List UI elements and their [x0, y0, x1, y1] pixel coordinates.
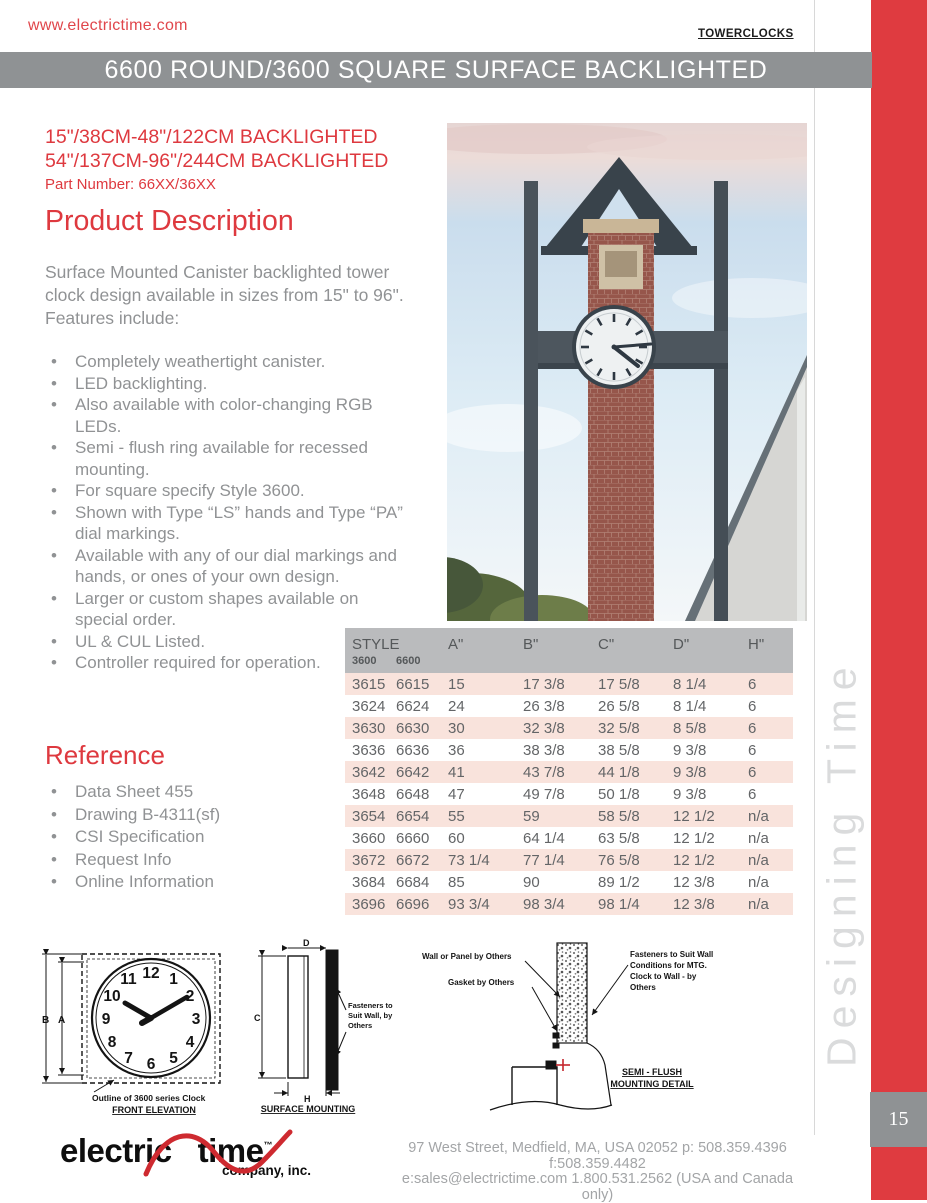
right-red-bar — [871, 0, 927, 1200]
svg-text:D: D — [303, 938, 310, 948]
table-row: 3648 6648 47 49 7/8 50 1/8 9 3/8 6 — [352, 785, 757, 803]
feature-item: • Also available with color-changing RGB LEDs. — [45, 394, 405, 437]
address-line-1: 97 West Street, Medfield, MA, USA 02052 p: 508.359.4396 f:508.359.4482 — [408, 1140, 787, 1172]
svg-text:1: 1 — [169, 971, 178, 988]
logo-subtitle: company, inc. — [221, 1163, 311, 1178]
reference-item[interactable]: • Online Information — [45, 871, 365, 894]
trademark-symbol: ™ — [263, 1140, 273, 1150]
reference-item[interactable]: • Drawing B-4311(sf) — [45, 804, 365, 827]
reference-list — [45, 781, 365, 894]
col-c: C" — [598, 628, 673, 673]
subcol-3600: 3600 — [345, 653, 396, 673]
table-row: 3684 6684 85 90 89 1/2 12 3/8 n/a — [352, 873, 769, 891]
svg-text:B: B — [42, 1015, 50, 1026]
towerclocks-link[interactable]: TOWERCLOCKS — [698, 28, 794, 40]
reference-item[interactable]: • CSI Specification — [45, 826, 365, 849]
feature-item: • Available with any of our dial markings and hands, or ones of your own design. — [45, 545, 405, 588]
table-row: 3696 6696 93 3/4 98 3/4 98 1/4 12 3/8 n/a — [345, 893, 793, 915]
feature-item: • Semi - flush ring available for recessed mounting. — [45, 437, 405, 480]
svg-text:12: 12 — [142, 965, 160, 982]
svg-text:MOUNTING DETAIL: MOUNTING DETAIL — [610, 1079, 694, 1089]
svg-text:10: 10 — [103, 988, 121, 1005]
svg-text:Fasteners to Suit Wall: Fasteners to Suit Wall — [630, 950, 714, 959]
feature-list — [45, 351, 405, 674]
footer-address — [385, 1141, 810, 1203]
svg-text:Suit Wall, by: Suit Wall, by — [348, 1011, 393, 1020]
size-line-2: 54"/137CM-96"/244CM BACKLIGHTED — [45, 149, 389, 172]
svg-text:8: 8 — [107, 1034, 117, 1051]
product-description-title: Product Description — [45, 205, 294, 237]
table-row: 3672 6672 73 1/4 77 1/4 76 5/8 12 1/2 n/a — [345, 849, 793, 871]
feature-item: • UL & CUL Listed. — [45, 631, 405, 653]
subcol-6600: 6600 — [396, 653, 448, 673]
svg-text:9: 9 — [101, 1011, 111, 1028]
svg-text:Clock to Wall - by: Clock to Wall - by — [630, 972, 697, 981]
size-line-1: 15"/38CM-48"/122CM BACKLIGHTED — [45, 126, 378, 148]
col-b: B" — [523, 628, 598, 673]
fasteners-detail-note — [630, 950, 713, 992]
svg-text:Others: Others — [630, 983, 656, 992]
table-row: 3630 6630 30 32 3/8 32 5/8 8 5/8 6 — [345, 717, 793, 739]
company-logo — [60, 1132, 325, 1194]
svg-text:7: 7 — [124, 1050, 133, 1067]
feature-item: • Completely weathertight canister. — [45, 351, 405, 373]
surface-mounting-caption: SURFACE MOUNTING — [260, 1104, 356, 1114]
table-row: 3654 6654 55 59 58 5/8 12 1/2 n/a — [345, 805, 793, 827]
address-line-2: e:sales@electrictime.com 1.800.531.2562 (USA and Canada only) — [401, 1171, 794, 1203]
svg-text:5: 5 — [169, 1050, 178, 1067]
col-d: D" — [673, 628, 748, 673]
svg-text:SEMI - FLUSH: SEMI - FLUSH — [622, 1067, 682, 1077]
logo-word-electric: electric — [60, 1132, 172, 1169]
page-title-banner: 6600 ROUND/3600 SQUARE SURFACE BACKLIGHTED — [0, 52, 872, 88]
dimension-table — [345, 628, 793, 915]
table-row: 3660 6660 60 64 1/4 63 5/8 12 1/2 n/a — [352, 829, 769, 847]
reference-item[interactable]: • Request Info — [45, 849, 365, 872]
clock-tower-photo — [447, 123, 807, 621]
svg-text:2: 2 — [185, 988, 195, 1005]
col-a: A" — [448, 628, 523, 673]
fasteners-note — [348, 1001, 393, 1030]
product-intro: Surface Mounted Canister backlighted tower clock design available in sizes from 15" to 96". Features include: — [45, 262, 404, 328]
table-row: 3615 6615 15 17 3/8 17 5/8 8 1/4 6 — [345, 673, 793, 695]
svg-text:Conditions for MTG.: Conditions for MTG. — [630, 961, 707, 970]
svg-text:H: H — [304, 1094, 311, 1104]
front-elevation-caption: FRONT ELEVATION — [112, 1105, 196, 1115]
svg-text:Fasteners to: Fasteners to — [348, 1001, 393, 1010]
surface-mounting-diagram — [246, 938, 411, 1117]
table-row: 3636 6636 36 38 3/8 38 5/8 9 3/8 6 — [352, 741, 757, 759]
svg-text:4: 4 — [185, 1034, 195, 1051]
table-row: 3624 6624 24 26 3/8 26 5/8 8 1/4 6 — [352, 697, 757, 715]
svg-text:3: 3 — [191, 1011, 201, 1028]
col-style: STYLE — [345, 628, 448, 653]
designing-time-watermark: Designing Time — [818, 658, 865, 1067]
feature-item: • Controller required for operation. — [45, 652, 405, 674]
feature-item: • Larger or custom shapes available on special order. — [45, 588, 405, 631]
site-url-link[interactable]: www.electrictime.com — [28, 17, 188, 34]
logo-word-time: time — [197, 1132, 264, 1169]
wall-note: Wall or Panel by Others — [422, 952, 512, 961]
svg-text:11: 11 — [120, 971, 137, 988]
table-row: 3642 6642 41 43 7/8 44 1/8 9 3/8 6 — [345, 761, 793, 783]
reference-item[interactable]: • Data Sheet 455 — [45, 781, 365, 804]
size-heading — [45, 126, 445, 173]
semi-flush-caption — [610, 1067, 694, 1089]
front-elevation-note: Outline of 3600 series Clock — [92, 1093, 206, 1103]
reference-title: Reference — [45, 740, 165, 770]
feature-item: • LED backlighting. — [45, 373, 405, 395]
feature-item: • For square specify Style 3600. — [45, 480, 405, 502]
gasket-note: Gasket by Others — [448, 978, 515, 987]
part-number: Part Number: 66XX/36XX — [45, 176, 216, 193]
svg-text:6: 6 — [146, 1056, 156, 1073]
page-number: 15 — [870, 1092, 927, 1147]
col-h: H" — [748, 628, 793, 673]
feature-item: • Shown with Type “LS” hands and Type “PA” dial markings. — [45, 502, 405, 545]
svg-text:C: C — [254, 1013, 261, 1023]
svg-text:Others: Others — [348, 1021, 373, 1030]
semi-flush-diagram — [420, 935, 715, 1115]
svg-text:A: A — [58, 1015, 66, 1026]
front-elevation-diagram — [34, 942, 239, 1117]
